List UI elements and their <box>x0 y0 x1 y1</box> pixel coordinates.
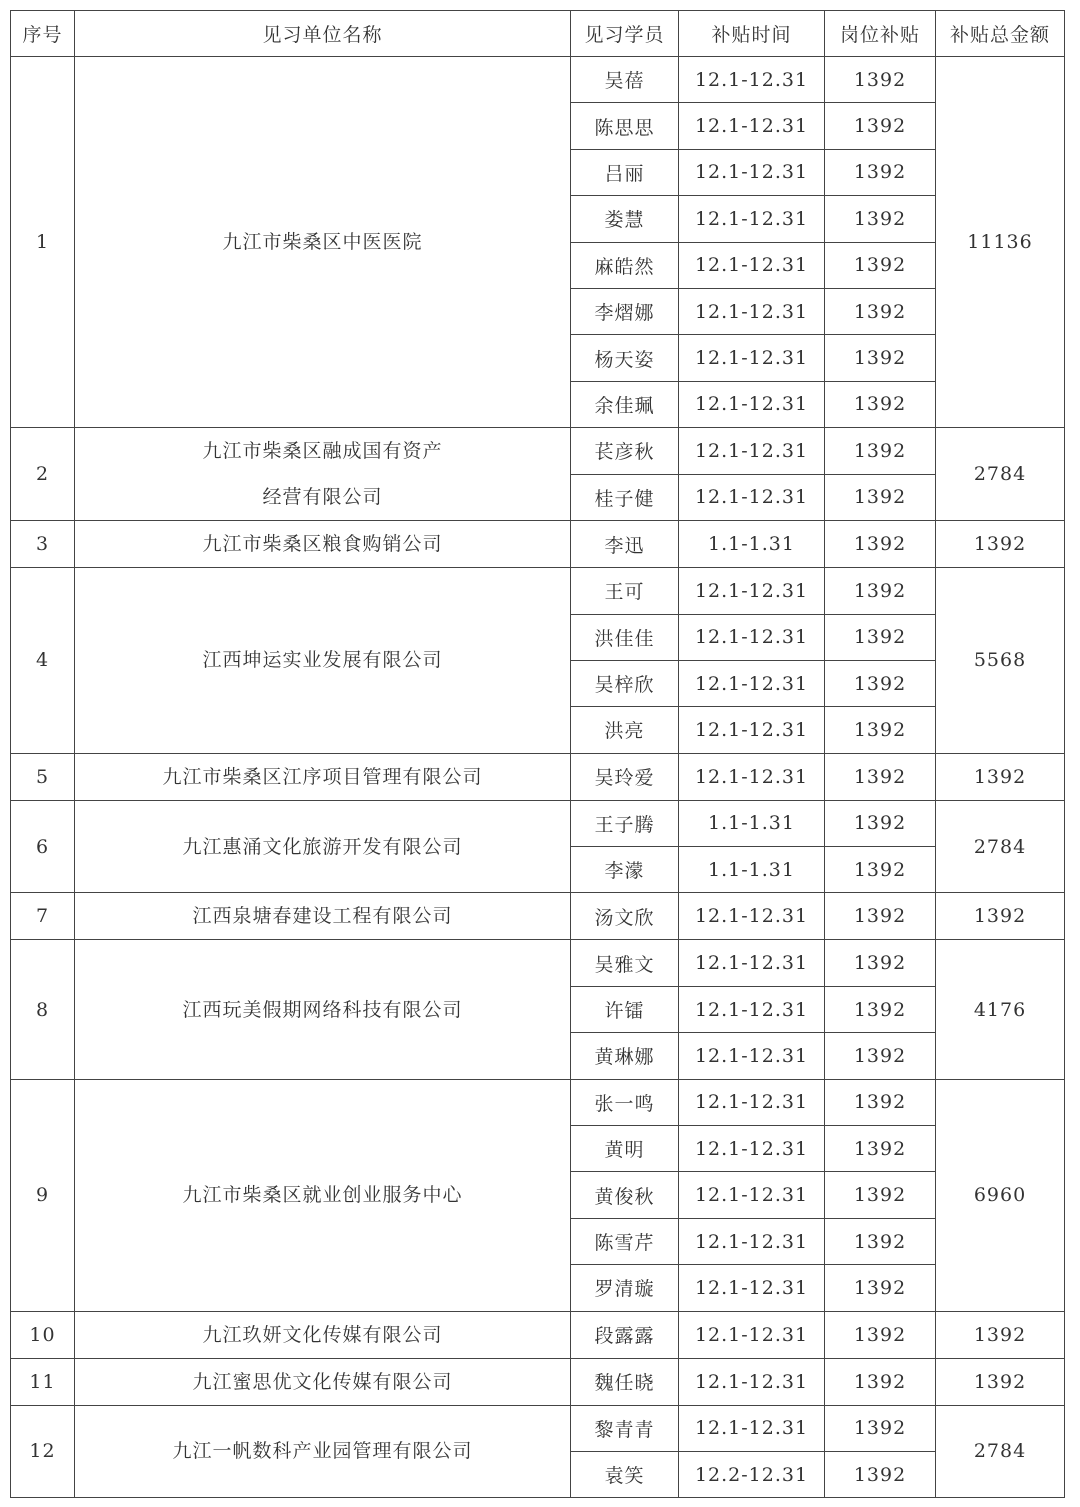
unit-name-line: 江西泉塘春建设工程有限公司 <box>192 905 453 928</box>
cell-trainee: 王子腾 <box>571 800 679 846</box>
cell-subsidy: 1392 <box>825 521 936 568</box>
cell-period: 1.1-1.31 <box>679 521 825 568</box>
cell-subsidy: 1392 <box>825 103 936 149</box>
table-row <box>11 57 1065 103</box>
cell-subsidy: 1392 <box>825 660 936 706</box>
cell-index: 5 <box>11 753 75 800</box>
cell-trainee: 麻皓然 <box>571 242 679 288</box>
cell-period: 12.1-12.31 <box>679 1405 825 1451</box>
cell-unit-name <box>75 428 571 521</box>
cell-total: 6960 <box>936 1079 1065 1311</box>
cell-trainee: 苌彦秋 <box>571 428 679 475</box>
cell-period: 12.1-12.31 <box>679 474 825 521</box>
subsidy-document <box>10 10 1064 1498</box>
cell-trainee: 杨天姿 <box>571 335 679 381</box>
unit-name-line: 江西坤运实业发展有限公司 <box>202 649 443 672</box>
cell-total: 1392 <box>936 521 1065 568</box>
cell-total: 1392 <box>936 893 1065 940</box>
cell-subsidy: 1392 <box>825 847 936 893</box>
unit-name-line: 九江玖妍文化传媒有限公司 <box>202 1323 443 1346</box>
cell-subsidy: 1392 <box>825 753 936 800</box>
cell-period: 12.1-12.31 <box>679 335 825 381</box>
cell-period: 12.1-12.31 <box>679 1218 825 1264</box>
header-index: 序号 <box>11 11 75 57</box>
cell-unit-name <box>75 753 571 800</box>
cell-subsidy: 1392 <box>825 335 936 381</box>
cell-subsidy: 1392 <box>825 1311 936 1358</box>
cell-unit-name <box>75 800 571 893</box>
cell-trainee: 吴蓓 <box>571 57 679 103</box>
cell-period: 12.1-12.31 <box>679 57 825 103</box>
cell-unit-name <box>75 521 571 568</box>
cell-trainee: 李迅 <box>571 521 679 568</box>
table-row <box>11 568 1065 614</box>
cell-period: 12.1-12.31 <box>679 1079 825 1125</box>
cell-period: 12.1-12.31 <box>679 1033 825 1079</box>
cell-period: 12.1-12.31 <box>679 893 825 940</box>
unit-name-line: 江西玩美假期网络科技有限公司 <box>182 998 463 1021</box>
cell-period: 12.1-12.31 <box>679 103 825 149</box>
cell-index: 4 <box>11 568 75 754</box>
table-row <box>11 1405 1065 1451</box>
cell-trainee: 洪佳佳 <box>571 614 679 660</box>
cell-index: 2 <box>11 428 75 521</box>
cell-index: 8 <box>11 940 75 1079</box>
table-row <box>11 521 1065 568</box>
header-row <box>11 11 1065 57</box>
cell-unit-name <box>75 568 571 754</box>
header-unit: 见习单位名称 <box>75 11 571 57</box>
cell-index: 6 <box>11 800 75 893</box>
cell-subsidy: 1392 <box>825 1033 936 1079</box>
table-row <box>11 428 1065 475</box>
cell-period: 12.1-12.31 <box>679 381 825 427</box>
cell-total: 4176 <box>936 940 1065 1079</box>
cell-total: 11136 <box>936 57 1065 428</box>
cell-trainee: 段露露 <box>571 1311 679 1358</box>
cell-trainee: 黄明 <box>571 1126 679 1172</box>
table-row <box>11 1079 1065 1125</box>
cell-unit-name <box>75 1079 571 1311</box>
cell-total: 5568 <box>936 568 1065 754</box>
cell-trainee: 张一鸣 <box>571 1079 679 1125</box>
cell-period: 12.1-12.31 <box>679 1172 825 1218</box>
cell-subsidy: 1392 <box>825 893 936 940</box>
cell-period: 12.1-12.31 <box>679 568 825 614</box>
cell-period: 12.1-12.31 <box>679 660 825 706</box>
cell-period: 12.1-12.31 <box>679 288 825 334</box>
cell-period: 12.2-12.31 <box>679 1451 825 1497</box>
cell-unit-name <box>75 1358 571 1405</box>
cell-total: 2784 <box>936 800 1065 893</box>
cell-period: 12.1-12.31 <box>679 753 825 800</box>
cell-trainee: 李濛 <box>571 847 679 893</box>
unit-name-line: 九江蜜思优文化传媒有限公司 <box>192 1370 453 1393</box>
cell-trainee: 吴梓欣 <box>571 660 679 706</box>
cell-trainee: 桂子健 <box>571 474 679 521</box>
cell-unit-name <box>75 1405 571 1498</box>
cell-subsidy: 1392 <box>825 1405 936 1451</box>
cell-trainee: 吕丽 <box>571 149 679 195</box>
table-row <box>11 893 1065 940</box>
cell-trainee: 黎青青 <box>571 1405 679 1451</box>
cell-subsidy: 1392 <box>825 568 936 614</box>
unit-name-line: 经营有限公司 <box>262 486 383 509</box>
cell-subsidy: 1392 <box>825 57 936 103</box>
header-total: 补贴总金额 <box>936 11 1065 57</box>
unit-name-line: 九江惠涌文化旅游开发有限公司 <box>182 835 463 858</box>
cell-trainee: 王可 <box>571 568 679 614</box>
cell-trainee: 黄俊秋 <box>571 1172 679 1218</box>
cell-period: 12.1-12.31 <box>679 149 825 195</box>
cell-subsidy: 1392 <box>825 149 936 195</box>
cell-trainee: 陈雪芹 <box>571 1218 679 1264</box>
unit-name-line: 九江一帆数科产业园管理有限公司 <box>172 1440 473 1463</box>
unit-name-line: 九江市柴桑区粮食购销公司 <box>202 533 443 556</box>
cell-unit-name <box>75 893 571 940</box>
cell-period: 12.1-12.31 <box>679 614 825 660</box>
cell-period: 12.1-12.31 <box>679 707 825 753</box>
cell-index: 1 <box>11 57 75 428</box>
table-body <box>11 57 1065 1498</box>
cell-trainee: 余佳珮 <box>571 381 679 427</box>
header-subsidy: 岗位补贴 <box>825 11 936 57</box>
cell-subsidy: 1392 <box>825 1265 936 1311</box>
cell-trainee: 袁笑 <box>571 1451 679 1497</box>
cell-period: 12.1-12.31 <box>679 1311 825 1358</box>
cell-subsidy: 1392 <box>825 986 936 1032</box>
table-row <box>11 800 1065 846</box>
cell-trainee: 李熠娜 <box>571 288 679 334</box>
cell-index: 12 <box>11 1405 75 1498</box>
cell-subsidy: 1392 <box>825 196 936 242</box>
cell-unit-name <box>75 57 571 428</box>
cell-subsidy: 1392 <box>825 288 936 334</box>
cell-subsidy: 1392 <box>825 428 936 475</box>
cell-period: 1.1-1.31 <box>679 847 825 893</box>
cell-subsidy: 1392 <box>825 381 936 427</box>
cell-period: 12.1-12.31 <box>679 1126 825 1172</box>
cell-subsidy: 1392 <box>825 474 936 521</box>
cell-total: 2784 <box>936 1405 1065 1498</box>
cell-subsidy: 1392 <box>825 800 936 846</box>
cell-index: 10 <box>11 1311 75 1358</box>
cell-index: 3 <box>11 521 75 568</box>
cell-index: 11 <box>11 1358 75 1405</box>
cell-period: 1.1-1.31 <box>679 800 825 846</box>
cell-period: 12.1-12.31 <box>679 428 825 475</box>
cell-period: 12.1-12.31 <box>679 196 825 242</box>
subsidy-table <box>10 10 1065 1498</box>
table-row <box>11 753 1065 800</box>
cell-period: 12.1-12.31 <box>679 940 825 986</box>
cell-period: 12.1-12.31 <box>679 986 825 1032</box>
cell-trainee: 吴雅文 <box>571 940 679 986</box>
unit-name-line: 九江市柴桑区中医医院 <box>222 231 423 254</box>
unit-name-line: 九江市柴桑区融成国有资产 <box>202 440 443 463</box>
cell-subsidy: 1392 <box>825 1079 936 1125</box>
cell-trainee: 罗清璇 <box>571 1265 679 1311</box>
cell-subsidy: 1392 <box>825 242 936 288</box>
table-row <box>11 1358 1065 1405</box>
cell-total: 2784 <box>936 428 1065 521</box>
cell-index: 7 <box>11 893 75 940</box>
cell-subsidy: 1392 <box>825 1358 936 1405</box>
cell-trainee: 魏任晓 <box>571 1358 679 1405</box>
cell-unit-name <box>75 940 571 1079</box>
unit-name-line: 九江市柴桑区江序项目管理有限公司 <box>162 765 483 788</box>
header-period: 补贴时间 <box>679 11 825 57</box>
cell-subsidy: 1392 <box>825 1172 936 1218</box>
unit-name-line: 九江市柴桑区就业创业服务中心 <box>182 1184 463 1207</box>
cell-period: 12.1-12.31 <box>679 1265 825 1311</box>
cell-trainee: 娄慧 <box>571 196 679 242</box>
cell-subsidy: 1392 <box>825 1126 936 1172</box>
cell-period: 12.1-12.31 <box>679 242 825 288</box>
cell-total: 1392 <box>936 1358 1065 1405</box>
table-row <box>11 940 1065 986</box>
table-row <box>11 1311 1065 1358</box>
cell-unit-name <box>75 1311 571 1358</box>
cell-period: 12.1-12.31 <box>679 1358 825 1405</box>
cell-subsidy: 1392 <box>825 614 936 660</box>
cell-trainee: 陈思思 <box>571 103 679 149</box>
cell-subsidy: 1392 <box>825 707 936 753</box>
cell-total: 1392 <box>936 753 1065 800</box>
cell-total: 1392 <box>936 1311 1065 1358</box>
cell-trainee: 吴玲爱 <box>571 753 679 800</box>
cell-subsidy: 1392 <box>825 1218 936 1264</box>
cell-index: 9 <box>11 1079 75 1311</box>
cell-trainee: 许镭 <box>571 986 679 1032</box>
table-header <box>11 11 1065 57</box>
header-trainee: 见习学员 <box>571 11 679 57</box>
cell-trainee: 汤文欣 <box>571 893 679 940</box>
cell-subsidy: 1392 <box>825 940 936 986</box>
cell-trainee: 黄琳娜 <box>571 1033 679 1079</box>
cell-subsidy: 1392 <box>825 1451 936 1497</box>
cell-trainee: 洪亮 <box>571 707 679 753</box>
